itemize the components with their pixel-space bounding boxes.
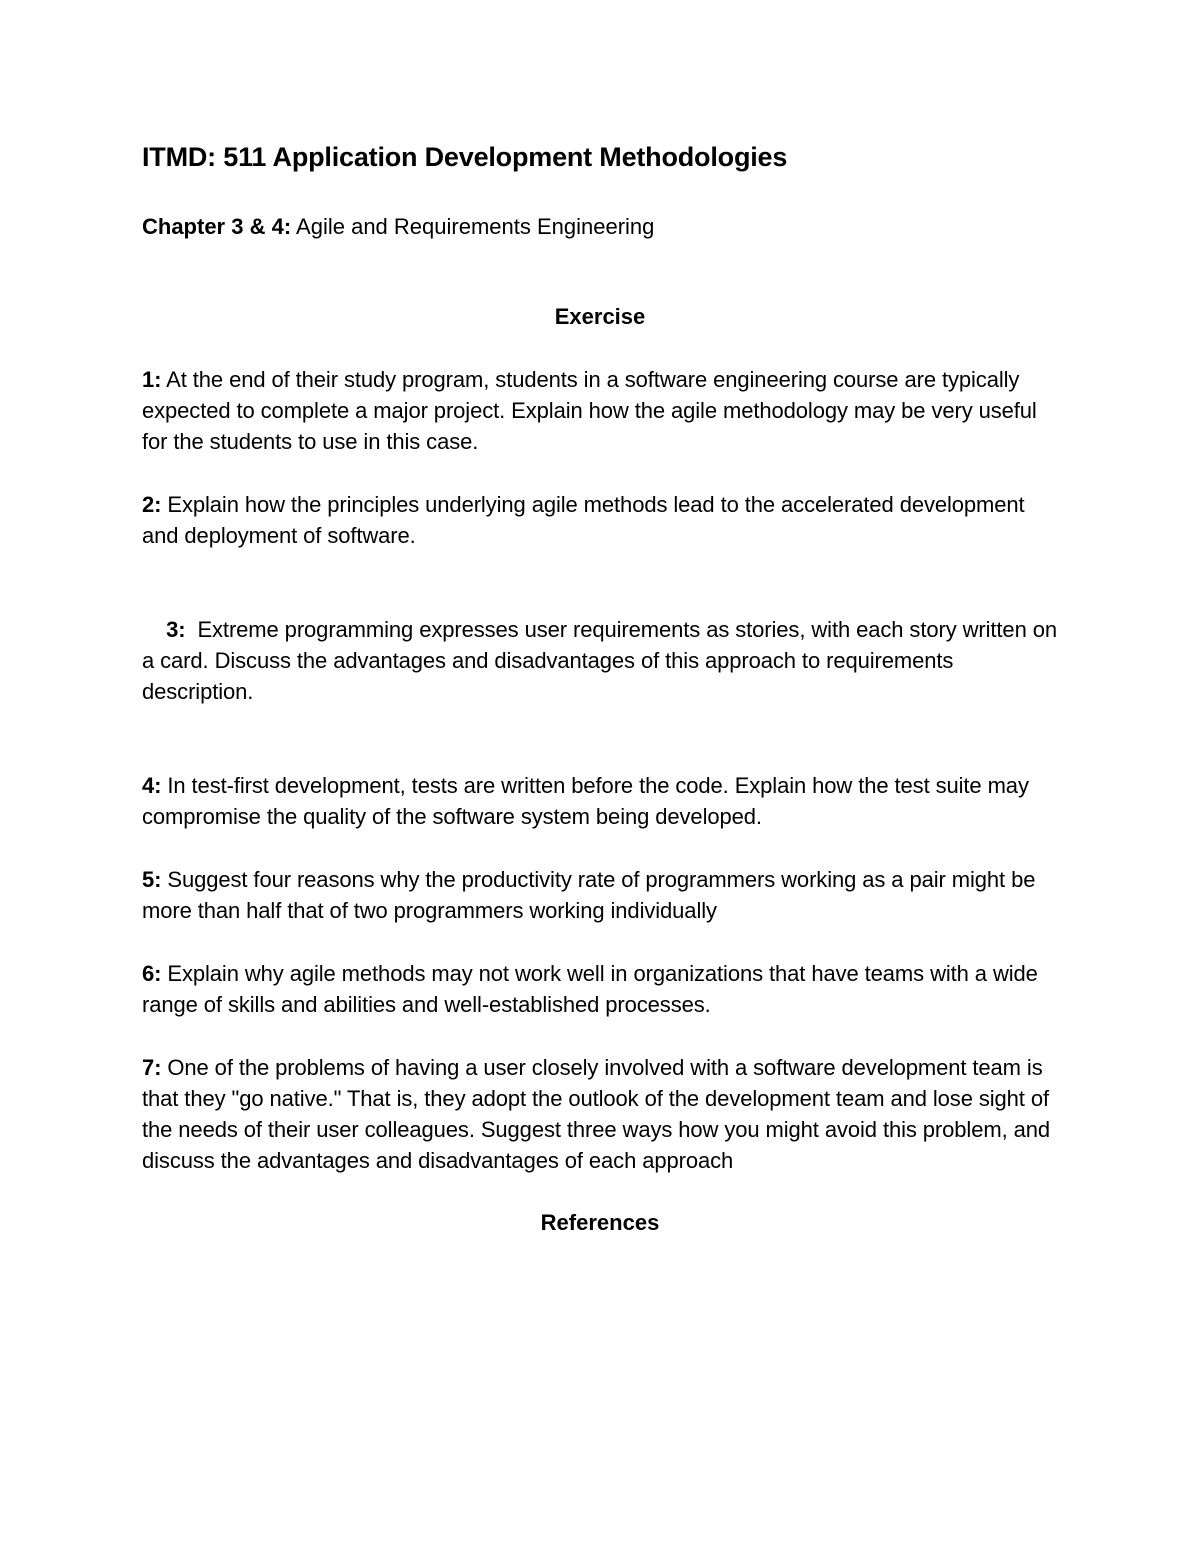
question-number: 5:: [142, 867, 162, 892]
question-1: [142, 364, 1062, 457]
document-page: [142, 140, 1062, 1238]
question-text: Explain how the principles underlying agile methods lead to the accelerated development and deployment of software.: [142, 492, 1025, 548]
question-number: 4:: [142, 773, 162, 798]
question-4: [142, 770, 1062, 832]
question-text: Explain why agile methods may not work well in organizations that have teams with a wide range of skills and abilities and well-established processes.: [142, 961, 1038, 1017]
question-text: One of the problems of having a user closely involved with a software development team is that they "go native." That is, they adopt the outlook of the development team and lose sight of the needs of their user colleagues. Suggest three ways how you might avoid this problem, and discuss the advantages and disadvantages of each approach: [142, 1055, 1051, 1173]
question-6: [142, 958, 1062, 1020]
question-number: 6:: [142, 961, 162, 986]
chapter-line: [142, 212, 1062, 242]
question-number: 3:: [166, 617, 186, 642]
exercise-heading: Exercise: [554, 304, 646, 329]
question-5: [142, 864, 1062, 926]
question-3: [142, 583, 1062, 738]
question-number: 7:: [142, 1055, 162, 1080]
question-text: At the end of their study program, students in a software engineering course are typically expected to complete a major project. Explain how the agile methodology may be very useful for the students to use in this case.: [142, 367, 1037, 454]
question-7: [142, 1052, 1062, 1176]
question-2: [142, 489, 1062, 551]
question-number: 1:: [142, 367, 162, 392]
document-title: ITMD: 511 Application Development Methodologies: [142, 142, 788, 172]
question-text: Extreme programming expresses user requirements as stories, with each story written on a card. Discuss the advantages and disadvantages of this approach to requirements description.: [142, 617, 1063, 704]
question-text: Suggest four reasons why the productivity rate of programmers working as a pair might be more than half that of two programmers working individually: [142, 867, 1036, 923]
references-heading: References: [540, 1210, 660, 1235]
question-number: 2:: [142, 492, 162, 517]
question-text: In test-first development, tests are written before the code. Explain how the test suite may compromise the quality of the software system being developed.: [142, 773, 1029, 829]
chapter-label: Chapter 3 & 4:: [142, 214, 292, 239]
chapter-text: Agile and Requirements Engineering: [291, 214, 655, 239]
